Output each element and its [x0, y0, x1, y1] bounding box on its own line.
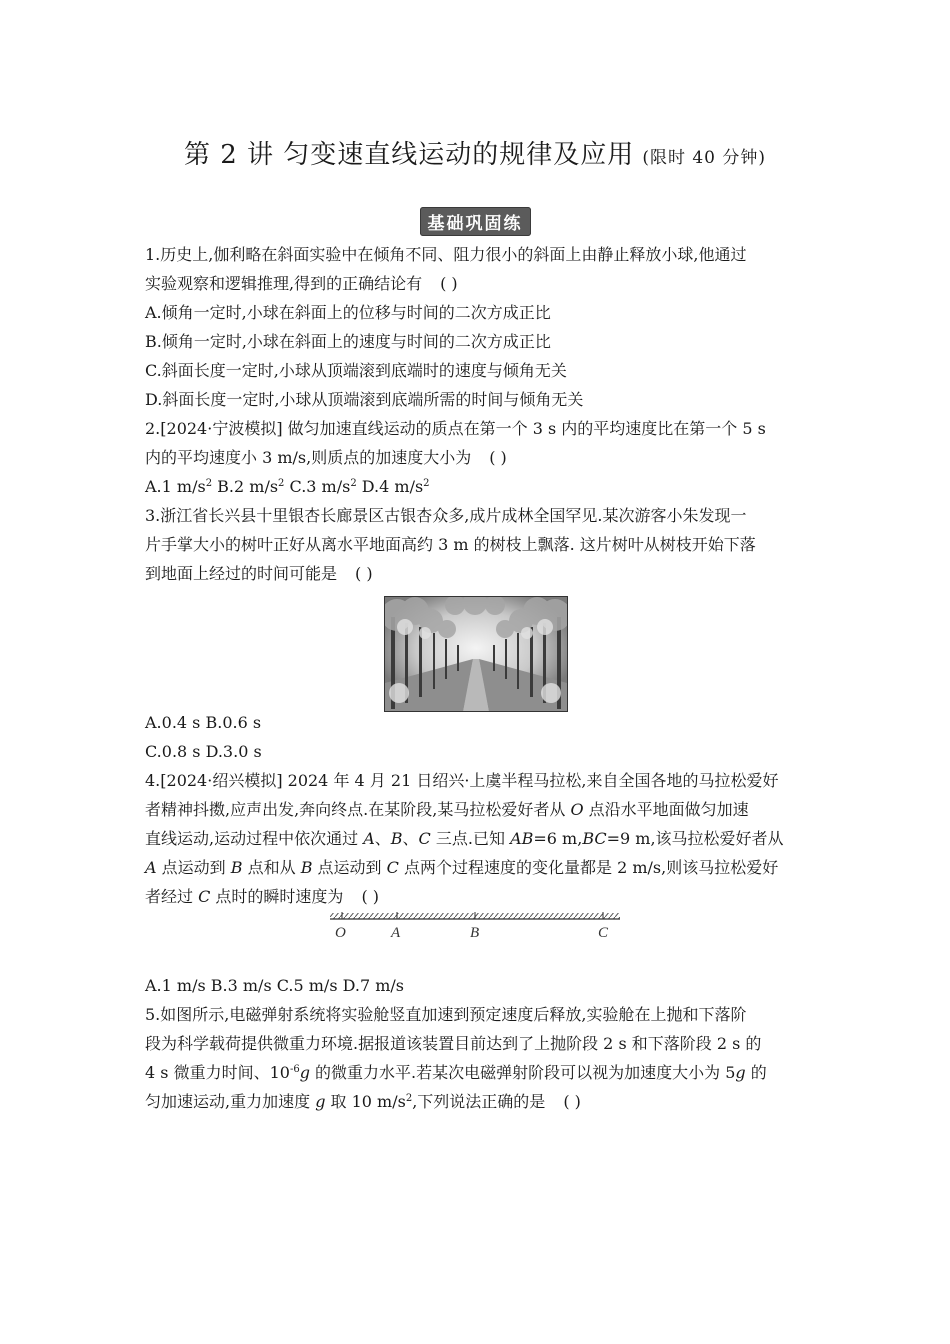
q4-stem-line4: A 点运动到 B 点和从 B 点运动到 C 点两个过程速度的变化量都是 2 m/s,则该马拉松爱好: [145, 858, 779, 877]
question-5: [145, 1000, 805, 1116]
label-b: B: [470, 925, 480, 941]
label-a: A: [391, 925, 401, 941]
page-title: [0, 134, 950, 171]
track-line-diagram: [145, 911, 805, 971]
q2-option-d: D.4 $m/s^2$: [361, 477, 430, 496]
q2-options: [145, 472, 805, 501]
q3-stem-line2: 片手掌大小的树叶正好从离水平地面高约 3 m 的树枝上飘落. 这片树叶从树枝开始下落: [145, 535, 756, 554]
q4-stem-line3: 直线运动,运动过程中依次通过 A、B、C 三点.已知 AB=6 m,BC=9 m,该马拉松爱好者从: [145, 829, 784, 848]
q1-stem-line2: [145, 269, 805, 298]
q5-stem-line2: 段为科学载荷提供微重力环境.据报道该装置目前达到了上抛阶段 2 s 和下落阶段 2 s 的: [145, 1034, 762, 1053]
time-limit-note: (限时 40 分钟): [642, 148, 767, 168]
q2-option-c: C.3 $m/s^2$: [289, 477, 357, 496]
question-4: [145, 766, 805, 1000]
q3-figure-row: [145, 588, 805, 708]
q2-option-b: B.2 $m/s^2$: [217, 477, 285, 496]
answer-paren: ( ): [563, 1092, 581, 1111]
answer-paren: ( ): [440, 274, 458, 293]
q4-stem-line2: 者精神抖擞,应声出发,奔向终点.在某阶段,某马拉松爱好者从 O 点沿水平地面做匀加速: [145, 800, 749, 819]
q3-options-row1: A.0.4 s B.0.6 s: [145, 713, 262, 732]
q4-stem-line5: 者经过 C 点时的瞬时速度为 ( ): [145, 887, 380, 906]
q3-stem-line3: [145, 559, 805, 588]
answer-paren: ( ): [361, 887, 380, 906]
q4-track-diagram: [145, 911, 805, 971]
section-badge-row: [0, 207, 950, 236]
question-list: [145, 240, 805, 1116]
title-text: 第 2 讲 匀变速直线运动的规律及应用: [183, 140, 635, 170]
q1-option-a: A.倾角一定时,小球在斜面上的位移与时间的二次方成正比: [145, 303, 551, 322]
q1-option-c: C.斜面长度一定时,小球从顶端滚到底端时的速度与倾角无关: [145, 361, 567, 380]
q1-stem-text: 实验观察和逻辑推理,得到的正确结论有: [145, 274, 423, 293]
question-1: [145, 240, 805, 414]
q5-stem-line3: 4 s 微重力时间、$10^{-6}g$ 的微重力水平.若某次电磁弹射阶段可以视为加速度大小为 5g 的: [145, 1063, 767, 1082]
q5-stem-line4: 匀加速运动,重力加速度 g 取 10 $m/s^2$,下列说法正确的是 ( ): [145, 1092, 581, 1111]
q3-stem-text: 到地面上经过的时间可能是: [145, 564, 338, 583]
q1-stem-line1: 1.历史上,伽利略在斜面实验中在倾角不同、阻力很小的斜面上由静止释放小球,他通过: [145, 245, 747, 264]
q4-options: A.1 m/s B.3 m/s C.5 m/s D.7 m/s: [145, 976, 404, 995]
label-o: O: [335, 925, 346, 941]
section-badge: 基础巩固练: [420, 207, 531, 236]
q1-option-d: D.斜面长度一定时,小球从顶端滚到底端所需的时间与倾角无关: [145, 390, 584, 409]
ginkgo-avenue-photo: [384, 596, 568, 712]
q2-stem-line1: 2.[2024·宁波模拟] 做匀加速直线运动的质点在第一个 3 s 内的平均速度比在第一个 5 s: [145, 419, 766, 438]
q3-stem-line1: 3.浙江省长兴县十里银杏长廊景区古银杏众多,成片成林全国罕见.某次游客小朱发现一: [145, 506, 747, 525]
q1-option-b: B.倾角一定时,小球在斜面上的速度与时间的二次方成正比: [145, 332, 551, 351]
label-c: C: [598, 925, 609, 941]
q3-options-row2: C.0.8 s D.3.0 s: [145, 742, 262, 761]
q5-stem-line1: 5.如图所示,电磁弹射系统将实验舱竖直加速到预定速度后释放,实验舱在上抛和下落阶: [145, 1005, 747, 1024]
q2-stem-line2: [145, 443, 805, 472]
answer-paren: ( ): [489, 448, 507, 467]
answer-paren: ( ): [355, 564, 373, 583]
q2-option-a: A.1 $m/s^2$: [145, 477, 213, 496]
question-2: [145, 414, 805, 501]
question-3: [145, 501, 805, 766]
q2-stem-text: 内的平均速度小 3 m/s,则质点的加速度大小为: [145, 448, 472, 467]
q4-stem-line1: 4.[2024·绍兴模拟] 2024 年 4 月 21 日绍兴·上虞半程马拉松,来自全国各地的马拉松爱好: [145, 771, 779, 790]
